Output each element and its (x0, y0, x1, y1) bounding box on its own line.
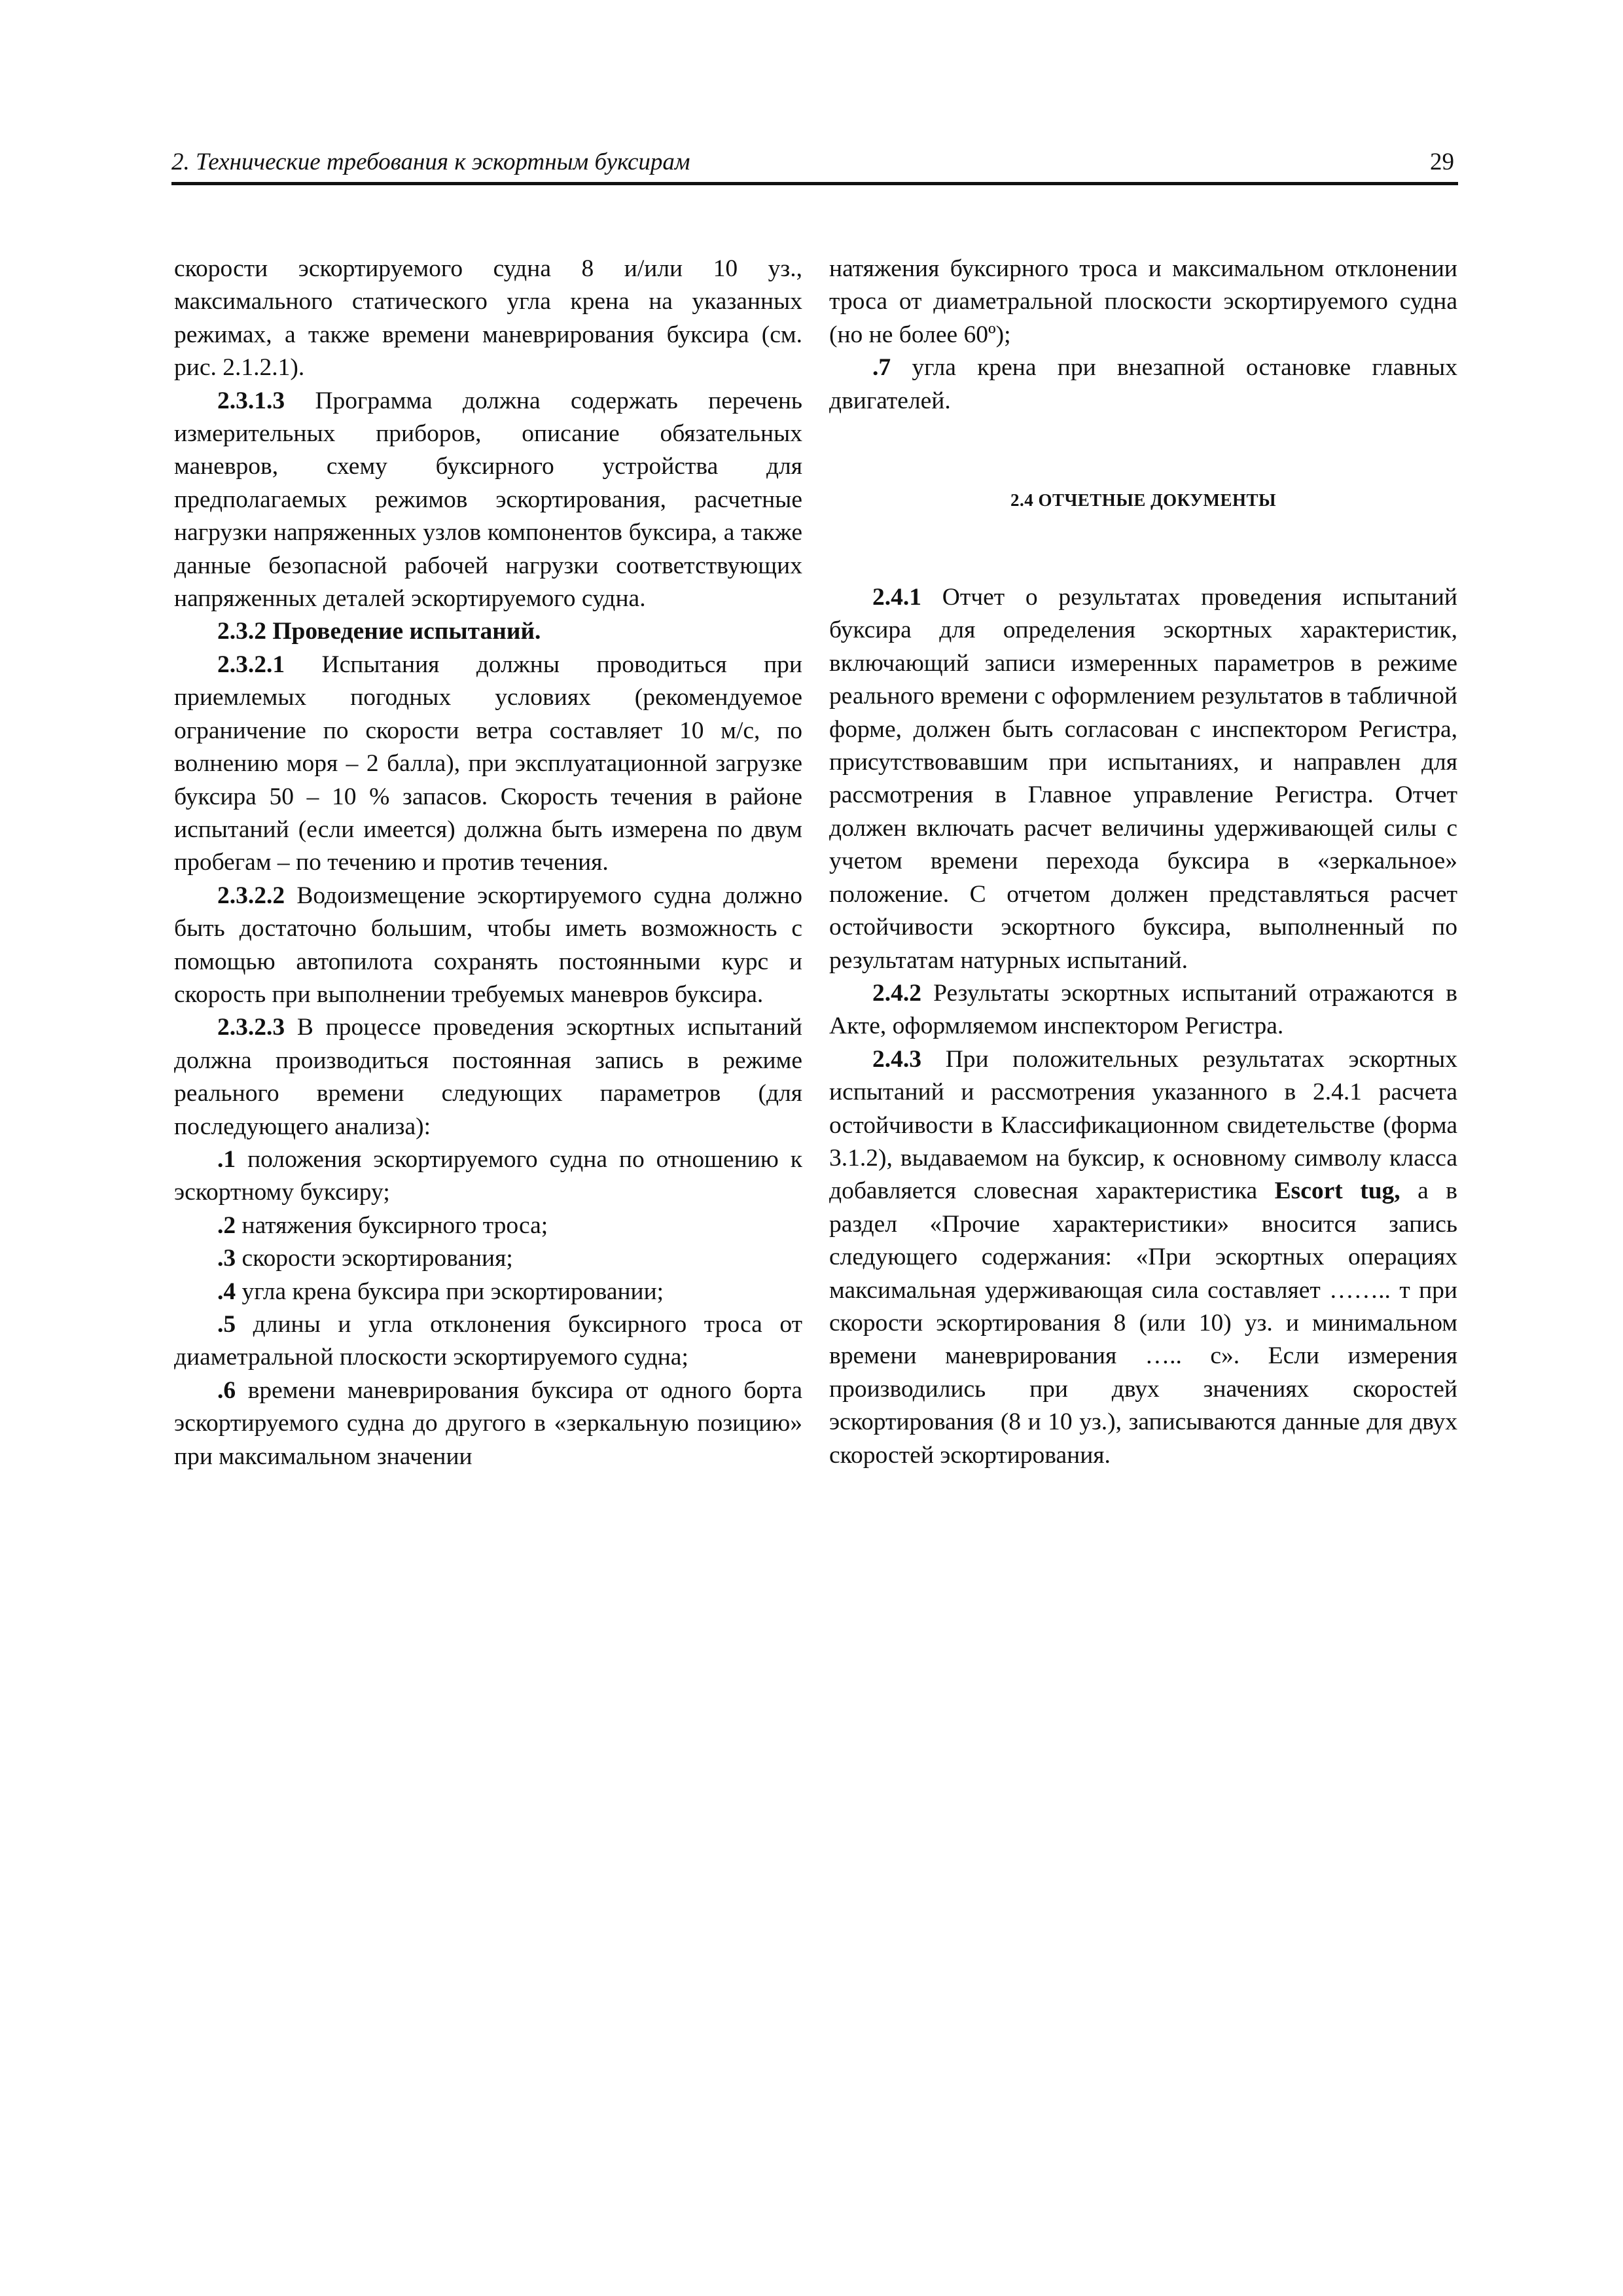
list-item: .5 длины и угла отклонения буксирного троса от диаметральной плоскости эскортируемого судна; (174, 1311, 802, 1371)
clause-number: 2.3.2.3 (217, 1014, 285, 1041)
list-item: .3 скорости эскортирования; (217, 1245, 513, 1272)
clause-number: 2.3.2.2 (217, 882, 285, 909)
paragraph-continuation: натяжения буксирного троса и максимальном отклонении троса от диаметральной плоскости эскортируемого судна (но не более 60º); (829, 255, 1457, 348)
clause-number: 2.4.3 (872, 1045, 921, 1073)
paragraph-2-4-3: 2.4.3 При положительных результатах эскортных испытаний и рассмотрения указанного в 2.4.1 расчета остойчивости в Классификационном свидетельстве (форма 3.1.2), выдаваемом на буксир, к основному символу класса добавляется словесная характеристика Escort tug, а в раздел «Прочие характеристики» вносится запись следующего содержания: «При эскортных операциях максимальная удерживающая сила составляет …….. т при скорости эскортирования 8 (или 10) уз. и минимальном времени маневрирования ….. с». Если измерения производились при двух значениях скоростей эскортирования (8 и 10 уз.), записываются данные для двух скоростей эскортирования. (829, 1045, 1457, 1469)
right-column (829, 253, 1457, 1472)
paragraph-2-4-1: 2.4.1 Отчет о результатах проведения испытаний буксира для определения эскортных характеристик, включающий записи измеренных параметров в режиме реального времени с оформлением результатов в табличной форме, должен быть согласован с инспектором Регистра, присутствовавшим при испытаниях, и направлен для рассмотрения в Главное управление Регистра. Отчет должен включать расчет величины удерживающей силы с учетом времени перехода буксира в «зеркальное» положение. С отчетом должен представляться расчет остойчивости эскортного буксира, выполненный по результатам натурных испытаний. (829, 584, 1457, 974)
page-number: 29 (1430, 149, 1454, 175)
clause-number: 2.3.1.3 (217, 387, 285, 414)
paragraph-2-3-1-3: 2.3.1.3 Программа должна содержать перечень измерительных приборов, описание обязательных маневров, схему буксирного устройства для предполагаемых режимов эскортирования, расчетные нагрузки напряженных узлов компонентов буксира, а также данные безопасной рабочей нагрузки соответствующих напряженных деталей эскортируемого судна. (174, 387, 802, 613)
clause-number: 2.3.2.1 (217, 651, 285, 678)
list-item: .7 угла крена при внезапной остановке главных двигателей. (829, 354, 1457, 414)
list-item: .2 натяжения буксирного троса; (217, 1211, 548, 1239)
paragraph-2-3-2-3: 2.3.2.3 В процессе проведения эскортных испытаний должна производиться постоянная запись в режиме реального времени следующих параметров (для последующего анализа): (174, 1014, 802, 1140)
clause-number: 2.4.1 (872, 584, 921, 611)
running-header (171, 143, 1458, 185)
subsection-heading-2-3-2: 2.3.2 Проведение испытаний. (217, 618, 541, 645)
left-column (174, 253, 802, 1473)
paragraph-continuation: скорости эскортируемого судна 8 и/или 10 уз., максимального статического угла крена на указанных режимах, а также времени маневрирования буксира (см. рис. 2.1.2.1). (174, 255, 802, 382)
paragraph-2-3-2-2: 2.3.2.2 Водоизмещение эскортируемого судна должно быть достаточно большим, чтобы иметь возможность с помощью автопилота сохранять постоянными курс и скорость при выполнении требуемых маневров буксира. (174, 882, 802, 1008)
class-notation: Escort tug, (1274, 1177, 1400, 1205)
list-item: .1 положения эскортируемого судна по отношению к эскортному буксиру; (174, 1145, 802, 1206)
paragraph-2-4-2: 2.4.2 Результаты эскортных испытаний отражаются в Акте, оформляемом инспектором Регистра. (829, 979, 1457, 1040)
list-item: .6 времени маневрирования буксира от одного борта эскортируемого судна до другого в «зеркальную позицию» при максимальном значении (174, 1376, 802, 1470)
section-heading-2-4: 2.4 ОТЧЕТНЫЕ ДОКУМЕНТЫ (1010, 490, 1277, 511)
paragraph-2-3-2-1: 2.3.2.1 Испытания должны проводиться при приемлемых погодных условиях (рекомендуемое ограничение по скорости ветра составляет 10 м/с, по волнению моря – 2 балла), при эксплуатационной загрузке буксира 50 – 10 % запасов. Скорость течения в районе испытаний (если имеется) должна быть измерена по двум пробегам – по течению и против течения. (174, 651, 802, 876)
header-title: 2. Технические требования к эскортным буксирам (171, 149, 690, 175)
list-item: .4 угла крена буксира при эскортировании; (217, 1278, 664, 1305)
clause-number: 2.4.2 (872, 979, 921, 1007)
